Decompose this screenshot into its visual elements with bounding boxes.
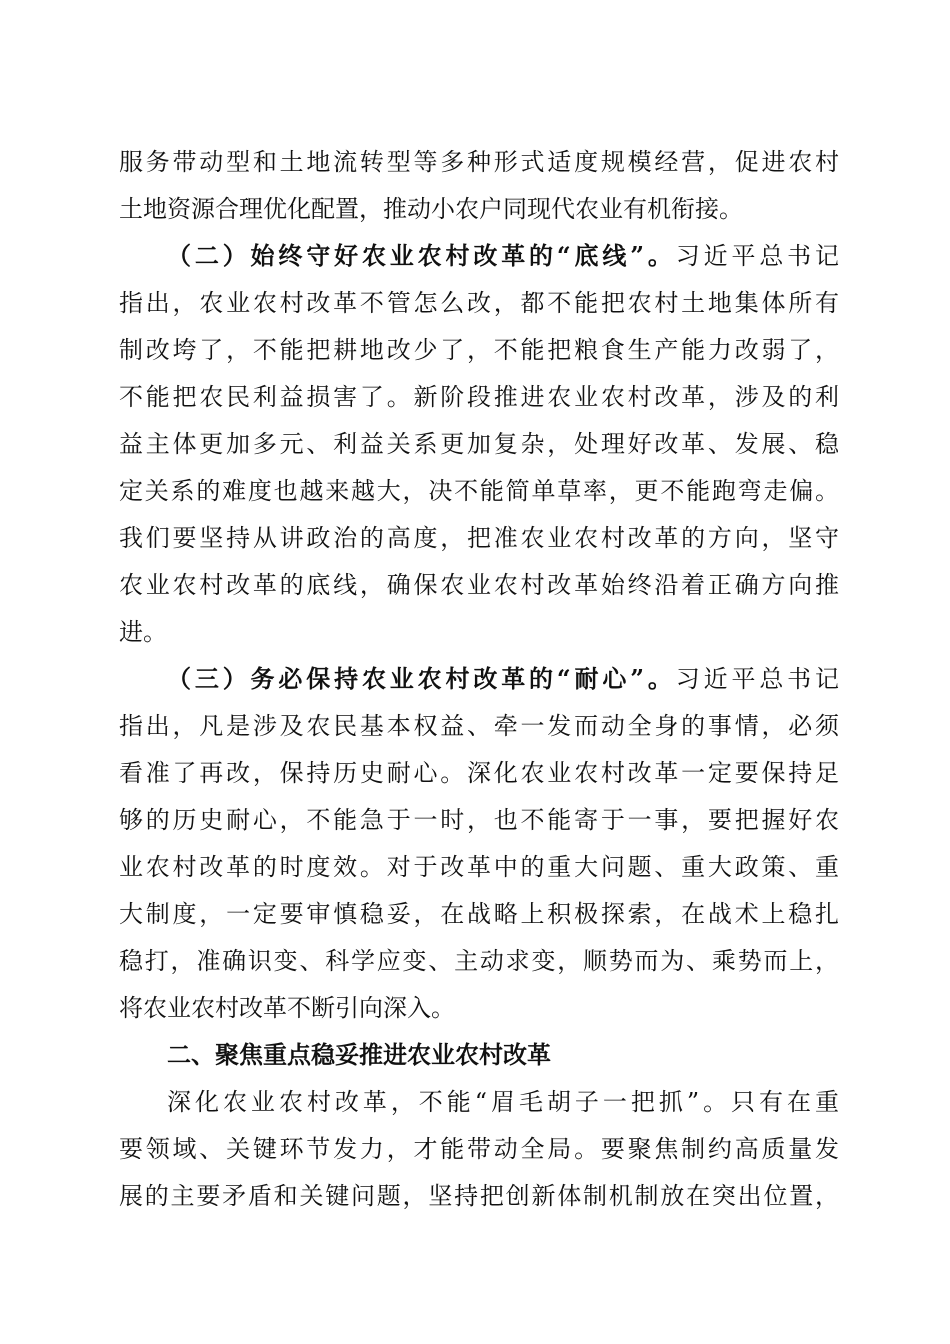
- paragraph-line: 要领域、关键环节发力，才能带动全局。要聚焦制约高质量发: [119, 1135, 839, 1163]
- subheading-bold: （二）始终守好农业农村改革的“底线”。: [167, 241, 676, 270]
- paragraph-line: 我们要坚持从讲政治的高度，把准农业农村改革的方向，坚守: [119, 524, 839, 552]
- paragraph-line: 农业农村改革的底线，确保农业农村改革始终沿着正确方向推: [119, 571, 839, 599]
- paragraph-line: 制改垮了，不能把耕地改少了，不能把粮食生产能力改弱了，: [119, 336, 839, 364]
- paragraph-line: 将农业农村改革不断引向深入。: [119, 994, 455, 1022]
- subheading-rest: 习近平总书记: [675, 242, 840, 270]
- paragraph-line: 定关系的难度也越来越大，决不能简单草率，更不能跑弯走偏。: [119, 477, 839, 505]
- paragraph-line: 够的历史耐心，不能急于一时，也不能寄于一事，要把握好农: [119, 806, 839, 834]
- paragraph-line: 不能把农民利益损害了。新阶段推进农业农村改革，涉及的利: [119, 383, 839, 411]
- paragraph-line: 土地资源合理优化配置，推动小农户同现代农业有机衔接。: [119, 195, 743, 223]
- paragraph-line: 指出，凡是涉及农民基本权益、牵一发而动全身的事情，必须: [119, 712, 839, 740]
- subheading-line: [167, 655, 839, 703]
- paragraph-line: 深化农业农村改革，不能“眉毛胡子一把抓”。只有在重: [167, 1088, 839, 1116]
- paragraph-line: 指出，农业农村改革不管怎么改，都不能把农村土地集体所有: [119, 289, 839, 317]
- paragraph-line: 进。: [119, 618, 167, 646]
- paragraph-line: 业农村改革的时度效。对于改革中的重大问题、重大政策、重: [119, 853, 839, 881]
- paragraph-line: 稳打，准确识变、科学应变、主动求变，顺势而为、乘势而上，: [119, 947, 839, 975]
- section-heading: 二、聚焦重点稳妥推进农业农村改革: [167, 1041, 551, 1069]
- paragraph-line: 大制度，一定要审慎稳妥，在战略上积极探索，在战术上稳扎: [119, 900, 839, 928]
- subheading-bold: （三）务必保持农业农村改革的“耐心”。: [167, 664, 676, 693]
- paragraph-line: 服务带动型和土地流转型等多种形式适度规模经营，促进农村: [119, 148, 839, 176]
- paragraph-line: 看准了再改，保持历史耐心。深化农业农村改革一定要保持足: [119, 759, 839, 787]
- paragraph-line: 益主体更加多元、利益关系更加复杂，处理好改革、发展、稳: [119, 430, 839, 458]
- paragraph-line: 展的主要矛盾和关键问题，坚持把创新体制机制放在突出位置，: [119, 1182, 839, 1210]
- subheading-rest: 习近平总书记: [675, 665, 840, 693]
- subheading-line: [167, 232, 839, 280]
